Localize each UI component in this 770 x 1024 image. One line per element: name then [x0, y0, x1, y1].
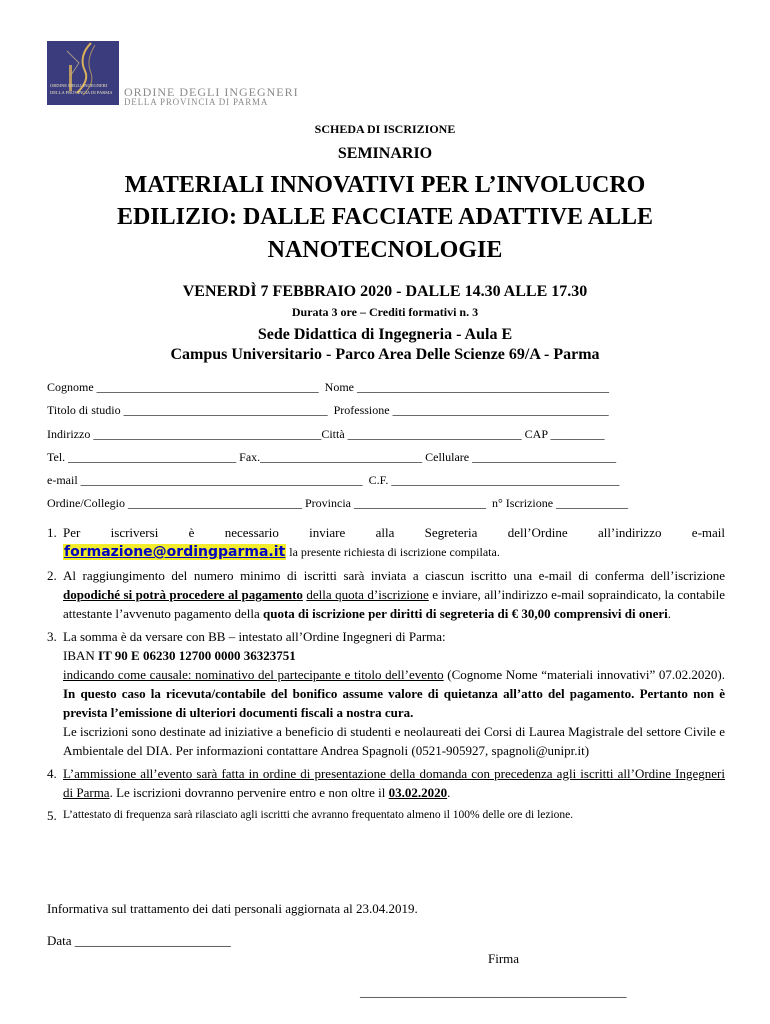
date-field[interactable]: Data ________________________	[47, 933, 231, 948]
rule-item-4	[47, 764, 725, 802]
rule-text: (Cognome Nome “materiali innovativi” 07.02.2020).	[443, 667, 726, 682]
seminar-title-line1: MATERIALI INNOVATIVI PER L’INVOLUCRO	[124, 172, 646, 198]
seminar-title-line2: EDILIZIO: DALLE FACCIATE ADATTIVE ALLE	[116, 204, 654, 230]
iban-label: IBAN	[63, 648, 99, 663]
rule-number: 3.	[47, 629, 57, 644]
seminar-title-line3: NANOTECNOLOGIE	[267, 237, 503, 263]
rule-text: .	[667, 606, 672, 621]
signature-field[interactable]: _________________________________________	[360, 984, 627, 999]
event-type: SEMINARIO	[337, 145, 433, 162]
org-subtitle: DELLA PROVINCIA DI PARMA	[124, 97, 269, 107]
iban-value: IT 90 E 06230 12700 0000 36323751	[98, 648, 296, 663]
rule-item-3	[47, 627, 725, 760]
logo-small-text-2: DELLA PROVINCIA DI PARMA	[50, 90, 113, 95]
rule-text-emphasis: In questo caso la ricevuta/contabile del bonifico assume valore di quietanza all’atto del pagamento. Pertanto non è prevista l’emissione di ulteriori documenti fiscali a nostra cura.	[63, 686, 725, 720]
event-venue: Sede Didattica di Ingegneria - Aula E	[257, 326, 513, 343]
rule-number: 4.	[47, 766, 57, 781]
signature-label: Firma	[488, 951, 520, 966]
rule-text: . Le iscrizioni dovranno pervenire entro e non oltre il	[109, 785, 389, 800]
form-field-indirizzo-citta-cap[interactable]: Indirizzo ______________________________________Città _____________________________ CAP _________	[47, 427, 605, 441]
rule-number: 1.	[47, 525, 57, 540]
event-address: Campus Universitario - Parco Area Delle Scienze 69/A - Parma	[170, 346, 600, 363]
form-field-cognome-nome[interactable]: Cognome _____________________________________ Nome __________________________________________	[47, 380, 609, 394]
rule-text: .	[447, 785, 451, 800]
form-title: SCHEDA DI ISCRIZIONE	[314, 122, 456, 136]
rules-list	[47, 523, 725, 829]
registration-email-link[interactable]: formazione@ordingparma.it	[64, 544, 286, 560]
privacy-notice: Informativa sul trattamento dei dati personali aggiornata al 23.04.2019.	[47, 901, 418, 916]
form-field-titolo-professione[interactable]: Titolo di studio __________________________________ Professione ____________________________________	[47, 403, 609, 417]
rule-item-1	[47, 523, 725, 562]
rule-fee: quota di iscrizione per diritti di segreteria di € 30,00 comprensivi di oneri	[262, 606, 668, 621]
rule-text: la presente richiesta di iscrizione compilata.	[286, 545, 500, 559]
rule-item-2	[47, 566, 725, 623]
form-field-tel-fax-cellulare[interactable]: Tel. ____________________________ Fax.___________________________ Cellulare ________________________	[47, 450, 617, 464]
deadline-date: 03.02.2020	[388, 785, 448, 800]
rule-text: Per iscriversi è necessario inviare alla Segreteria dell’Ordine all’indirizzo e-mail	[63, 525, 725, 540]
payment-reason: indicando come causale: nominativo del partecipante e titolo dell’evento	[63, 667, 444, 682]
rule-text: L’attestato di frequenza sarà rilasciato agli iscritti che avranno frequentato almeno il 100% delle ore di lezione.	[63, 809, 574, 821]
event-date: VENERDÌ 7 FEBBRAIO 2020 - DALLE 14.30 ALLE 17.30	[182, 283, 588, 300]
rule-item-5	[47, 806, 725, 825]
form-field-ordine-provincia-iscrizione[interactable]: Ordine/Collegio _____________________________ Provincia ______________________ n° Iscrizione ____________	[47, 496, 629, 510]
event-duration: Durata 3 ore – Crediti formativi n. 3	[291, 305, 479, 319]
logo-small-text-1: ORDINE DEGLI INGEGNERI	[50, 83, 108, 88]
logo	[47, 41, 119, 105]
rule-text-underlined: della quota d’iscrizione	[306, 587, 429, 602]
rule-text: La somma è da versare con BB – intestato all’Ordine Ingegneri di Parma:	[63, 629, 446, 644]
rule-text-emphasis: dopodiché si potrà procedere al pagamento	[63, 587, 303, 602]
rule-text: Le iscrizioni sono destinate ad iniziative a beneficio di studenti e neolaureati dei Corsi di Laurea Magistrale del settore Civile e Ambientale del DIA. Per informazioni contattare Andrea Spagnoli (0521-905927, spagnoli@unipr.it)	[63, 724, 725, 758]
rule-text: e inviare, all’indirizzo e-mail sopraindicato, la contabile attestante l’avvenuto pagamento della	[63, 587, 726, 621]
org-name: ORDINE DEGLI INGEGNERI	[124, 85, 299, 99]
form-field-email-cf[interactable]: e-mail _______________________________________________ C.F. ______________________________________	[47, 473, 620, 487]
logo-emblem	[47, 41, 119, 105]
rule-text: Al raggiungimento del numero minimo di iscritti sarà inviata a ciascun iscritto una e-mail di conferma dell’iscrizione	[63, 568, 725, 583]
rule-number: 2.	[47, 568, 57, 583]
rule-number: 5.	[47, 808, 57, 823]
rule-text-underlined: L’ammissione all’evento sarà fatta in ordine di presentazione della domanda con precedenza agli iscritti all’Ordine Ingegneri di Parma	[63, 766, 725, 800]
